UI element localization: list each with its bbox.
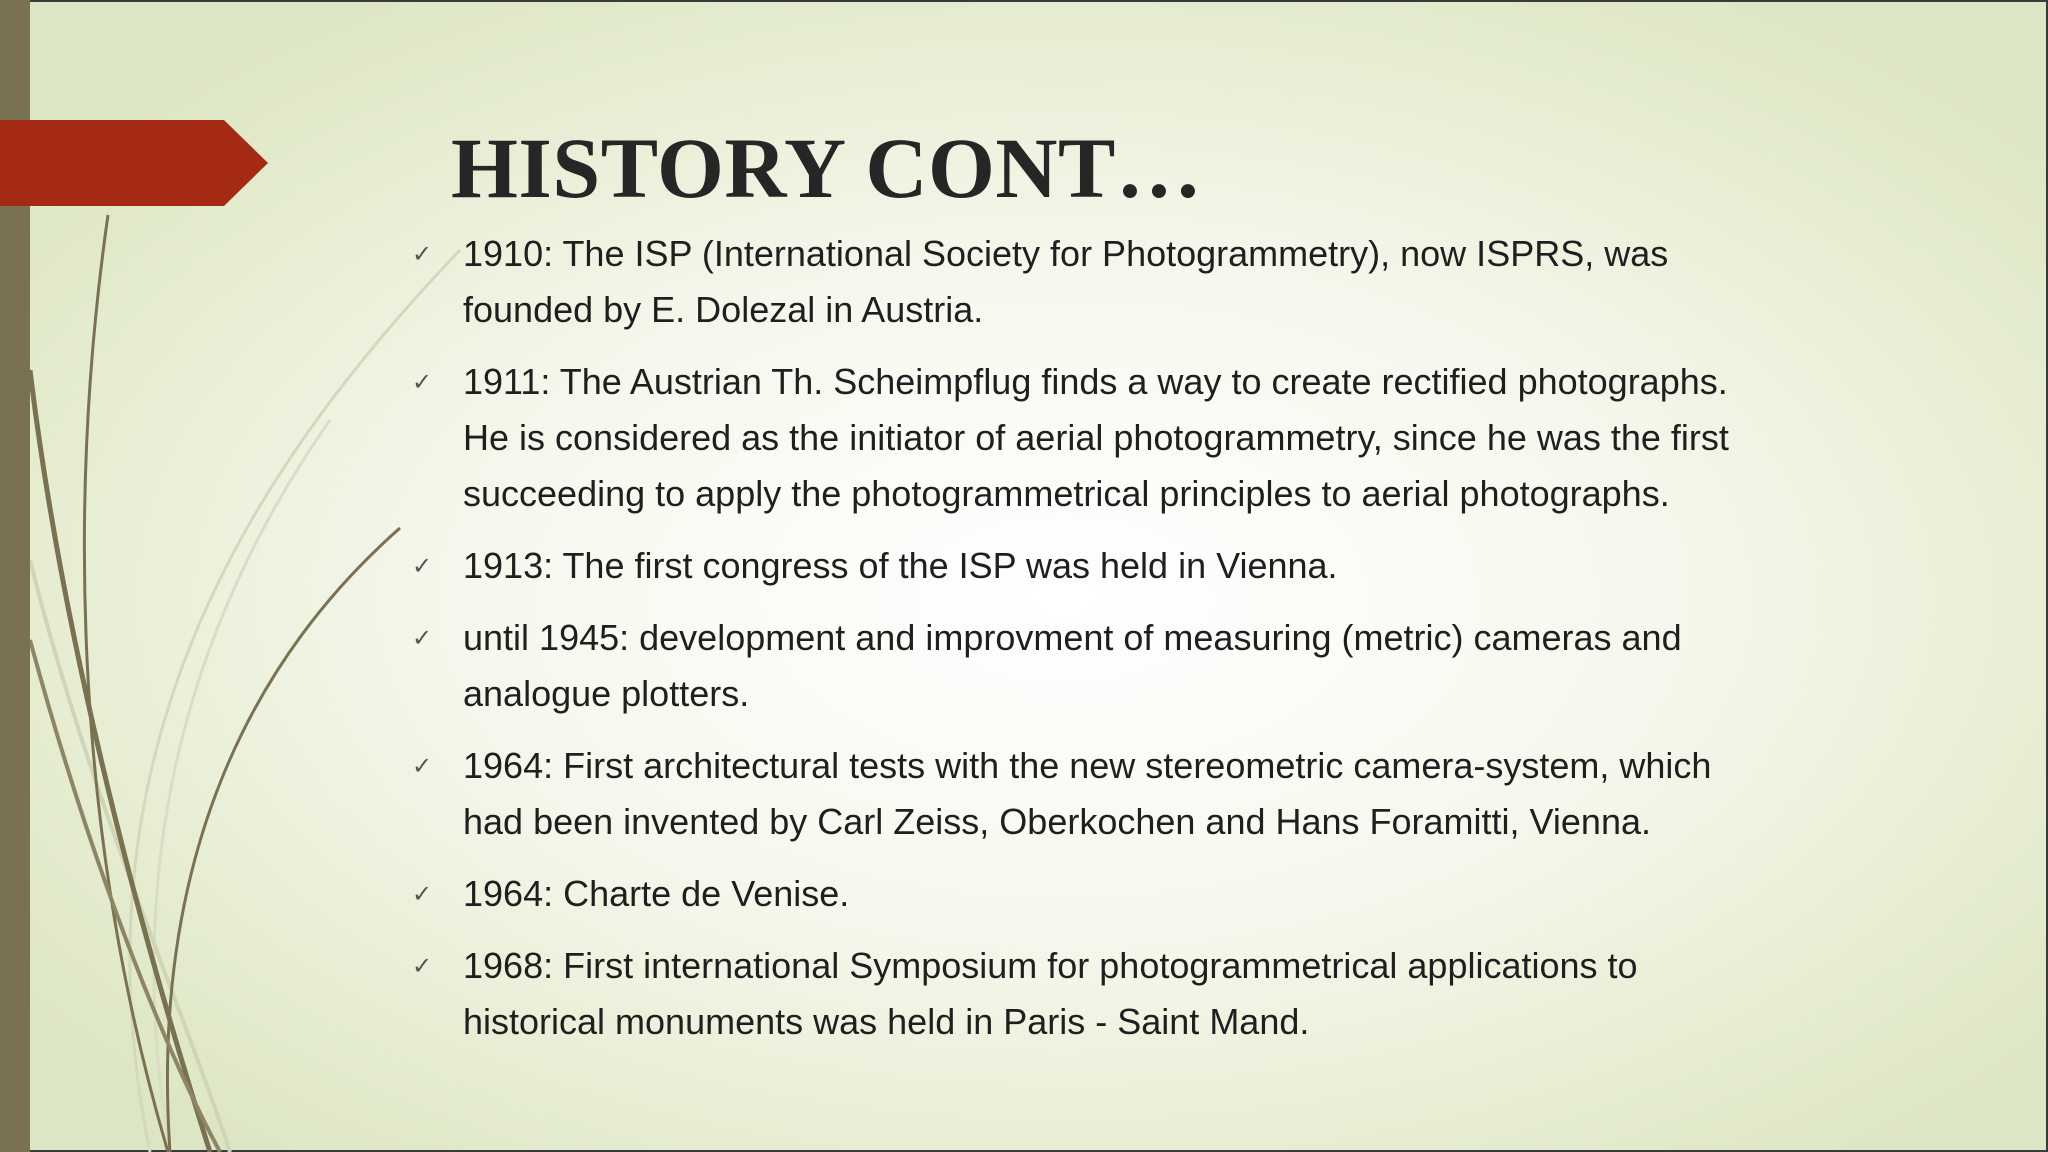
bullet-item (410, 938, 1740, 1050)
bullet-item (410, 738, 1740, 850)
check-icon: ✓ (412, 240, 433, 268)
bullet-text: 1910: The ISP (International Society for Photogrammetry), now ISPRS, was founded by E. Dolezal in Austria. (463, 233, 1669, 330)
check-icon: ✓ (412, 752, 433, 780)
check-icon: ✓ (412, 880, 433, 908)
slide-title: HISTORY CONT… (451, 120, 1203, 216)
red-arrow-shape (0, 120, 270, 206)
bullet-item (410, 866, 1740, 922)
bullet-text: until 1945: development and improvment of measuring (metric) cameras and analogue plotters. (463, 617, 1682, 714)
bullet-item (410, 226, 1740, 338)
bullet-text: 1964: Charte de Venise. (463, 873, 850, 914)
bullet-item (410, 538, 1740, 594)
bullet-item (410, 354, 1740, 522)
check-icon: ✓ (412, 552, 433, 580)
bullet-text: 1911: The Austrian Th. Scheimpflug finds a way to create rectified photographs. He is considered as the initiator of aerial photogrammetry, since he was the first succeeding to apply the photogrammetrical principles to aerial photographs. (463, 361, 1729, 514)
check-icon: ✓ (412, 368, 433, 396)
bullet-text: 1968: First international Symposium for photogrammetrical applications to historical monuments was held in Paris - Saint Mand. (463, 945, 1638, 1042)
bullet-text: 1964: First architectural tests with the new stereometric camera-system, which had been invented by Carl Zeiss, Oberkochen and Hans Foramitti, Vienna. (463, 745, 1712, 842)
bullet-list (410, 226, 1740, 1066)
check-icon: ✓ (412, 624, 433, 652)
bullet-text: 1913: The first congress of the ISP was held in Vienna. (463, 545, 1338, 586)
bullet-item (410, 610, 1740, 722)
check-icon: ✓ (412, 952, 433, 980)
